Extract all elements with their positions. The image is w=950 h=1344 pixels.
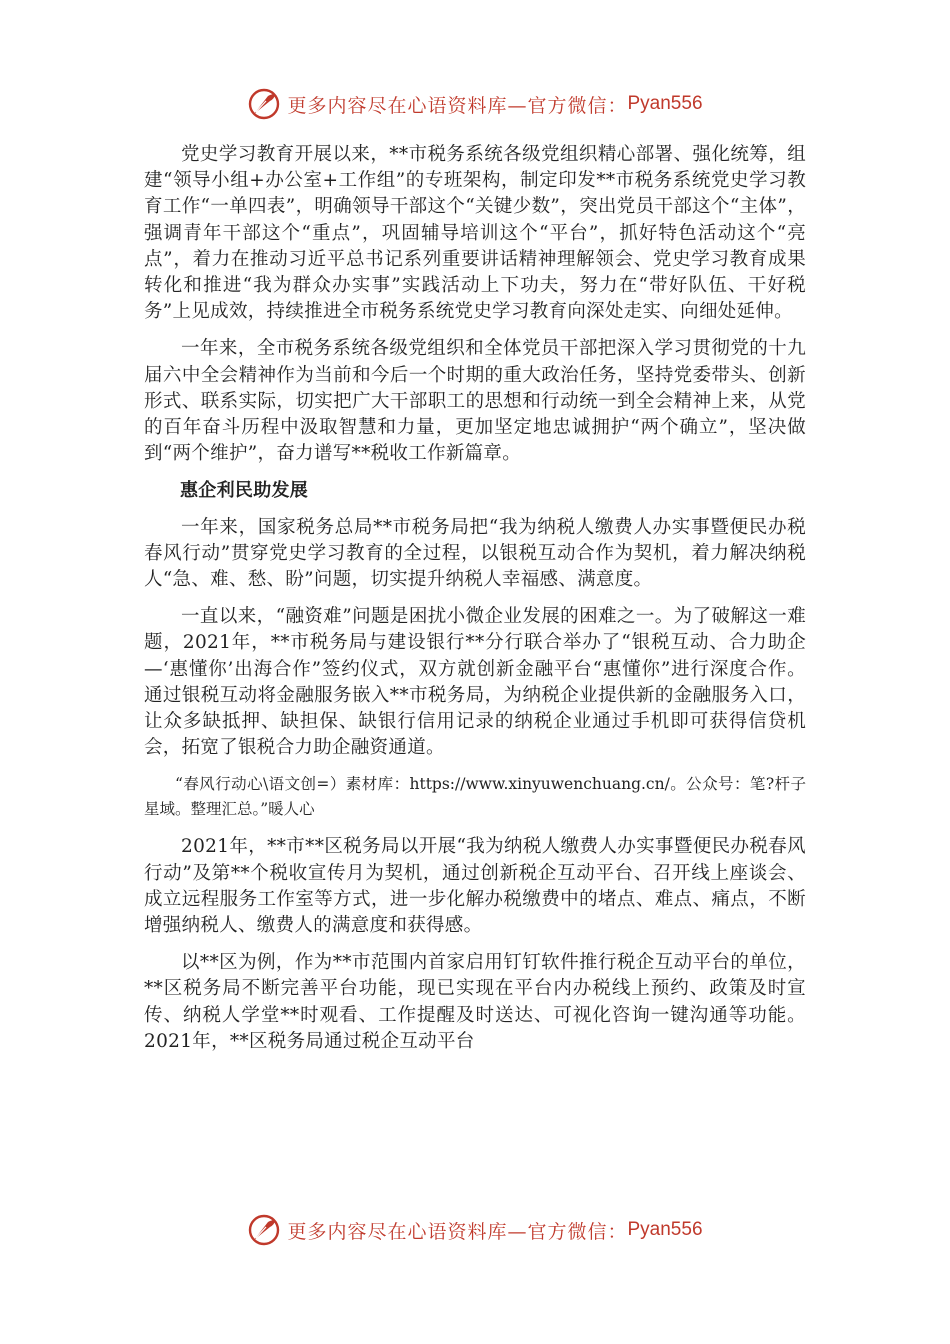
footer-banner[interactable] <box>0 1210 950 1250</box>
paragraph: 一年来，全市税务系统各级党组织和全体党员干部把深入学习贯彻党的十九届六中全会精神作为当前和今后一个时期的重大政治任务，坚持党委带头、创新形式、联系实际，切实把广大干部职工的思想和行动统一到全会精神上来，从党的百年奋斗历程中汲取智慧和力量，更加坚定地忠诚拥护“两个确立”，坚决做到“两个维护”，奋力谱写**税收工作新篇章。 <box>144 338 806 465</box>
article-body <box>144 142 806 1066</box>
paragraph: 以**区为例，作为**市范围内首家启用钉钉软件推行税企互动平台的单位，**区税务局不断完善平台功能，现已实现在平台内办税线上预约、政策及时宣传、纳税人学堂**时观看、工作提醒及时送达、可视化咨询一键沟通等功能。2021年，**区税务局通过税企互动平台 <box>144 952 806 1052</box>
source-note: “春风行动心\语文创=）素材库：https://www.xinyuwenchuang.cn/。公众号：笔?杆子星域。整理汇总。”暖人心 <box>144 775 806 819</box>
paragraph: 一年来，国家税务总局**市税务局把“我为纳税人缴费人办实事暨便民办税春风行动”贯穿党史学习教育的全过程，以银税互动合作为契机，着力解决纳税人“急、难、愁、盼”问题，切实提升纳税人幸福感、满意度。 <box>144 516 806 591</box>
paragraph: 2021年，**市**区税务局以开展“我为纳税人缴费人办实事暨便民办税春风行动”及第**个税收宣传月为契机，通过创新税企互动平台、召开线上座谈会、成立远程服务工作室等方式，进一步化解办税缴费中的堵点、难点、痛点，不断增强纳税人、缴费人的满意度和获得感。 <box>144 836 806 937</box>
paragraph: 党史学习教育开展以来，**市税务系统各级党组织精心部署、强化统筹，组建“领导小组+办公室+工作组”的专班架构，制定印发**市税务系统党史学习教育工作“一单四表”，明确领导干部这个“关键少数”，突出党员干部这个“主体”，强调青年干部这个“重点”，巩固辅导培训这个“平台”，抓好特色活动这个“亮点”，着力在推动习近平总书记系列重要讲话精神理解领会、党史学习教育成果转化和推进“我为群众办实事”实践活动上下功夫，努力在“带好队伍、干好税务”上见成效，持续推进全市税务系统党史学习教育向深处走实、向细处延伸。 <box>144 144 806 323</box>
quill-pen-logo-icon <box>247 87 281 121</box>
banner-site-text: 更多内容尽在心语资料库—官方微信： <box>287 1220 628 1243</box>
paragraph: 一直以来，“融资难”问题是困扰小微企业发展的困难之一。为了破解这一难题，2021年，**市税务局与建设银行**分行联合举办了“银税互动、合力助企—‘惠懂你’出海合作”签约仪式，双方就创新金融平台“惠懂你”进行深度合作。通过银税互动将金融服务嵌入**市税务局，为纳税企业提供新的金融服务入口，让众多缺抵押、缺担保、缺银行信用记录的纳税企业通过手机即可获得信贷机会，拓宽了银税合力助企融资通道。 <box>144 606 806 759</box>
banner-site-text: 更多内容尽在心语资料库—官方微信： <box>287 94 628 117</box>
header-banner[interactable] <box>0 84 950 124</box>
section-heading: 惠企利民助发展 <box>180 480 309 502</box>
quill-pen-logo-icon <box>247 1213 281 1247</box>
banner-wechat-id: Pyan556 <box>627 93 703 114</box>
banner-wechat-id: Pyan556 <box>627 1219 703 1240</box>
